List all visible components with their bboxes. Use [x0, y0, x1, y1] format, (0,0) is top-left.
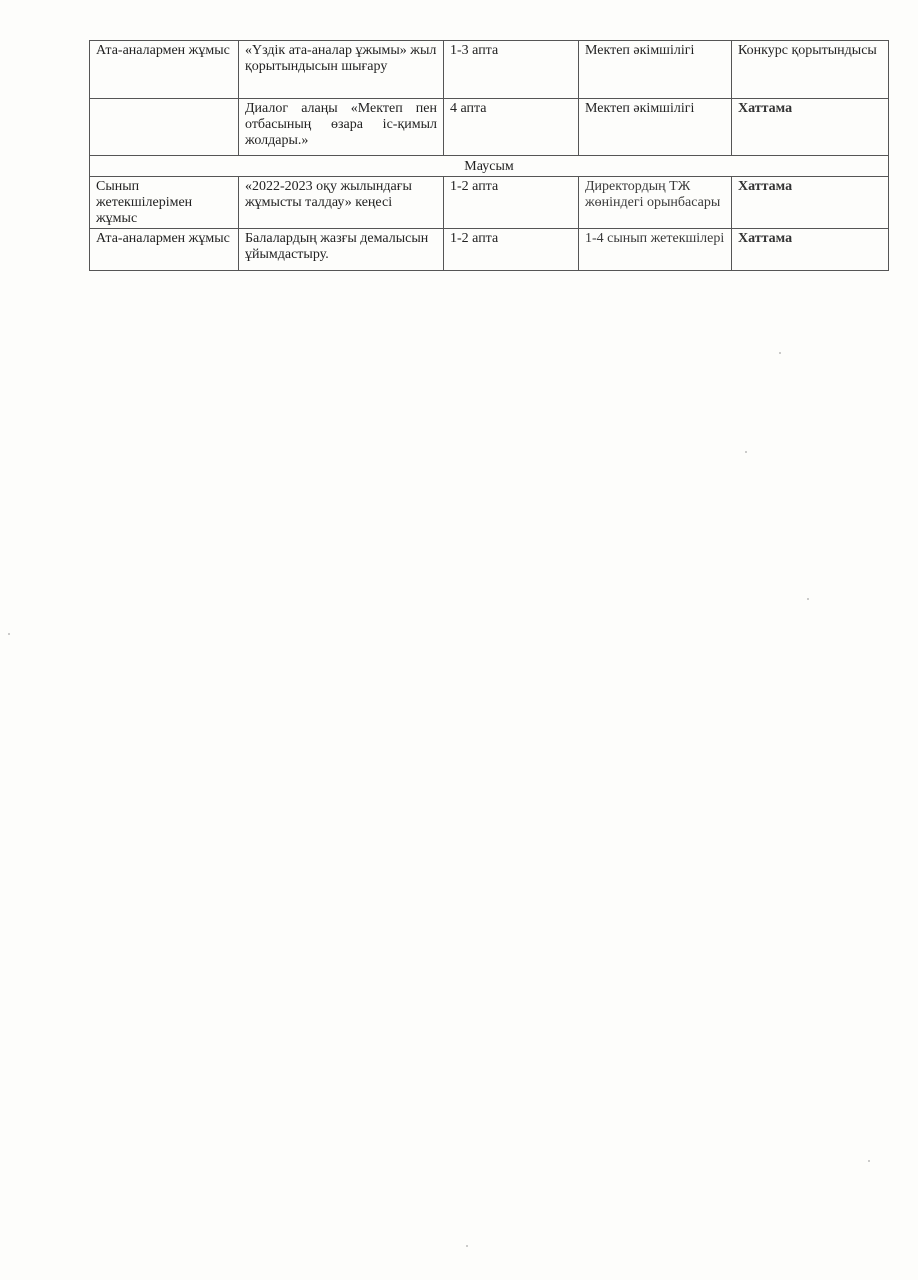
- month-row: [90, 156, 889, 177]
- responsible-cell: Директордың ТЖ жөніндегі орынбасары: [579, 177, 732, 229]
- result-cell: Хаттама: [732, 99, 889, 156]
- table-row: [90, 99, 889, 156]
- event-cell: Диалог алаңы «Мектеп пен отбасының өзара іс-қимыл жолдары.»: [239, 99, 444, 156]
- table-row: [90, 229, 889, 271]
- timing-cell: 4 апта: [444, 99, 579, 156]
- event-cell: «2022-2023 оқу жылындағы жұмысты талдау» кеңесі: [239, 177, 444, 229]
- event-cell: Балалардың жазғы демалысын ұйымдастыру.: [239, 229, 444, 271]
- event-cell: «Үздік ата-аналар ұжымы» жыл қорытындысын шығару: [239, 41, 444, 99]
- scan-speck: [807, 598, 809, 600]
- table-row: [90, 177, 889, 229]
- work-plan-table: [89, 40, 889, 271]
- category-cell: Ата-аналармен жұмыс: [90, 41, 239, 99]
- timing-cell: 1-2 апта: [444, 229, 579, 271]
- category-cell: Сынып жетекшілерімен жұмыс: [90, 177, 239, 229]
- responsible-cell: Мектеп әкімшілігі: [579, 41, 732, 99]
- scan-speck: [8, 633, 10, 635]
- result-cell: Хаттама: [732, 229, 889, 271]
- table-row: [90, 41, 889, 99]
- month-heading: Маусым: [90, 156, 889, 177]
- result-cell: Конкурс қорытындысы: [732, 41, 889, 99]
- category-cell: [90, 99, 239, 156]
- category-cell: Ата-аналармен жұмыс: [90, 229, 239, 271]
- scan-speck: [868, 1160, 870, 1162]
- timing-cell: 1-3 апта: [444, 41, 579, 99]
- responsible-cell: 1-4 сынып жетекшілері: [579, 229, 732, 271]
- result-cell: Хаттама: [732, 177, 889, 229]
- scan-speck: [779, 352, 781, 354]
- scan-speck: [466, 1245, 468, 1247]
- responsible-cell: Мектеп әкімшілігі: [579, 99, 732, 156]
- timing-cell: 1-2 апта: [444, 177, 579, 229]
- scan-speck: [745, 451, 747, 453]
